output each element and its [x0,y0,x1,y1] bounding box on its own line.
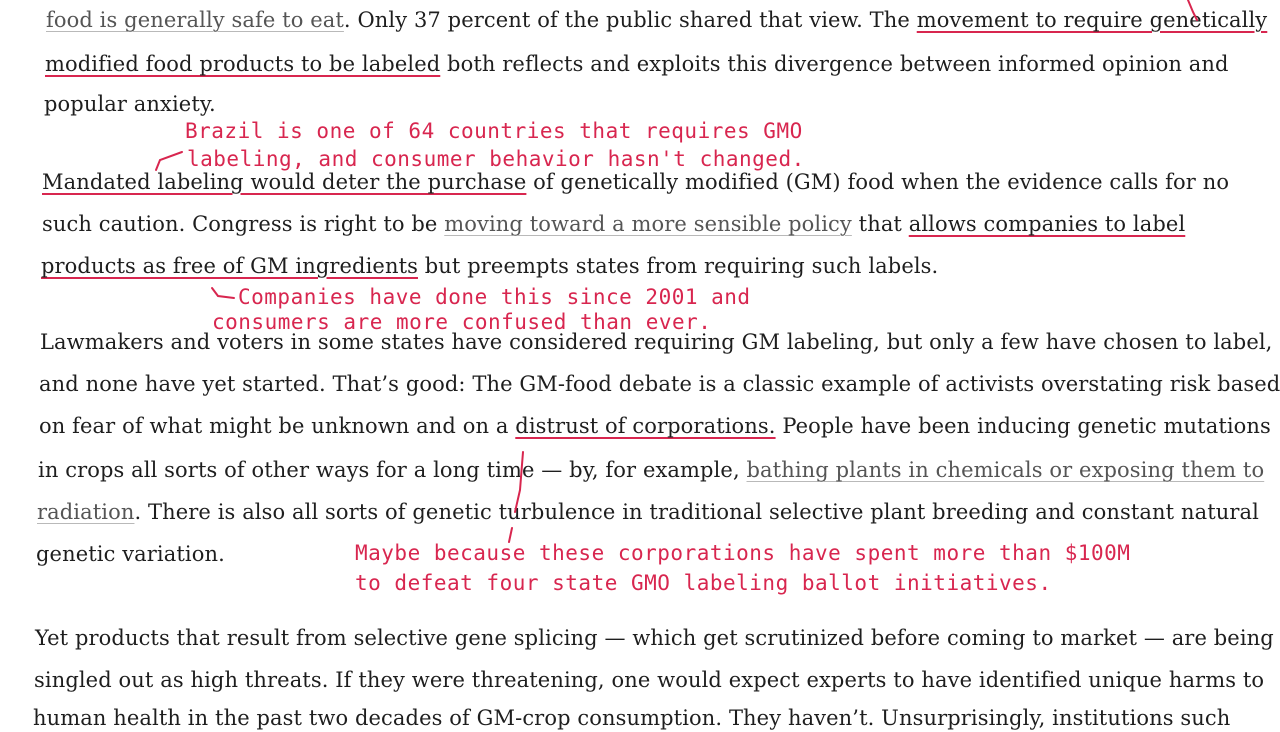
p3-line6: genetic variation. [36,542,225,566]
highlighted-phrase: products as free of GM ingredients [41,254,418,278]
text-span: . Only 37 percent of the public shared that view. The [343,8,917,32]
handwritten-note: Maybe because these corporations have spent more than $100M [355,541,1131,565]
text-span: of genetically modified (GM) food when the evidence calls for no [526,170,1230,194]
p4-line3: human health in the past two decades of GM-crop consumption. They haven’t. Unsurprisingly, institutions such [33,706,1231,730]
source-link[interactable]: bathing plants in chemicals or exposing them to [746,458,1265,482]
handwritten-note: consumers are more confused than ever. [212,310,712,334]
highlighted-phrase: movement to require genetically [916,8,1268,32]
handwritten-note: Brazil is one of 64 countries that requires GMO [185,119,803,143]
text-span: on fear of what might be unknown and on a [39,414,516,438]
pen-stroke [212,288,234,298]
text-span: but preempts states from requiring such labels. [417,254,939,278]
p2-line3 [41,252,938,280]
p1-line2 [45,50,1229,78]
highlighted-phrase: distrust of corporations. [515,414,776,438]
p3-line3 [39,412,1271,440]
p4-line1: Yet products that result from selective gene splicing — which get scrutinized before coming to market — are being [35,626,1274,650]
source-link[interactable]: food is generally safe to eat [46,8,344,32]
p4-line2: singled out as high threats. If they were threatening, one would expect experts to have identified unique harms to [34,668,1265,692]
p1-line1 [46,6,1267,34]
source-link[interactable]: moving toward a more sensible policy [444,212,852,236]
text-span: such caution. Congress is right to be [42,212,445,236]
p3-line5 [37,498,1259,526]
p3-line1: Lawmakers and voters in some states have considered requiring GM labeling, but only a few have chosen to label, [40,330,1273,354]
p2-line2 [42,210,1185,238]
p3-line4 [38,456,1264,484]
highlighted-phrase: allows companies to label [908,212,1186,236]
handwritten-note: to defeat four state GMO labeling ballot initiatives. [355,571,1052,595]
text-span: in crops all sorts of other ways for a long time — by, for example, [38,458,747,482]
p2-line1 [42,168,1229,196]
p3-line2: and none have yet started. That’s good: The GM-food debate is a classic example of activists overstating risk based [39,372,1280,396]
text-span: People have been inducing genetic mutations [775,414,1271,438]
text-span: that [851,212,909,236]
p1-line3: popular anxiety. [44,92,216,116]
highlighted-phrase: modified food products to be labeled [45,52,441,76]
highlighted-phrase: Mandated labeling would deter the purchase [42,170,527,194]
handwritten-note: labeling, and consumer behavior hasn't changed. [187,147,805,171]
text-span: both reflects and exploits this divergence between informed opinion and [440,52,1229,76]
handwritten-note: Companies have done this since 2001 and [238,285,751,309]
text-span: . There is also all sorts of genetic turbulence in traditional selective plant breeding and constant natural [134,500,1259,524]
source-link[interactable]: radiation [37,500,135,524]
